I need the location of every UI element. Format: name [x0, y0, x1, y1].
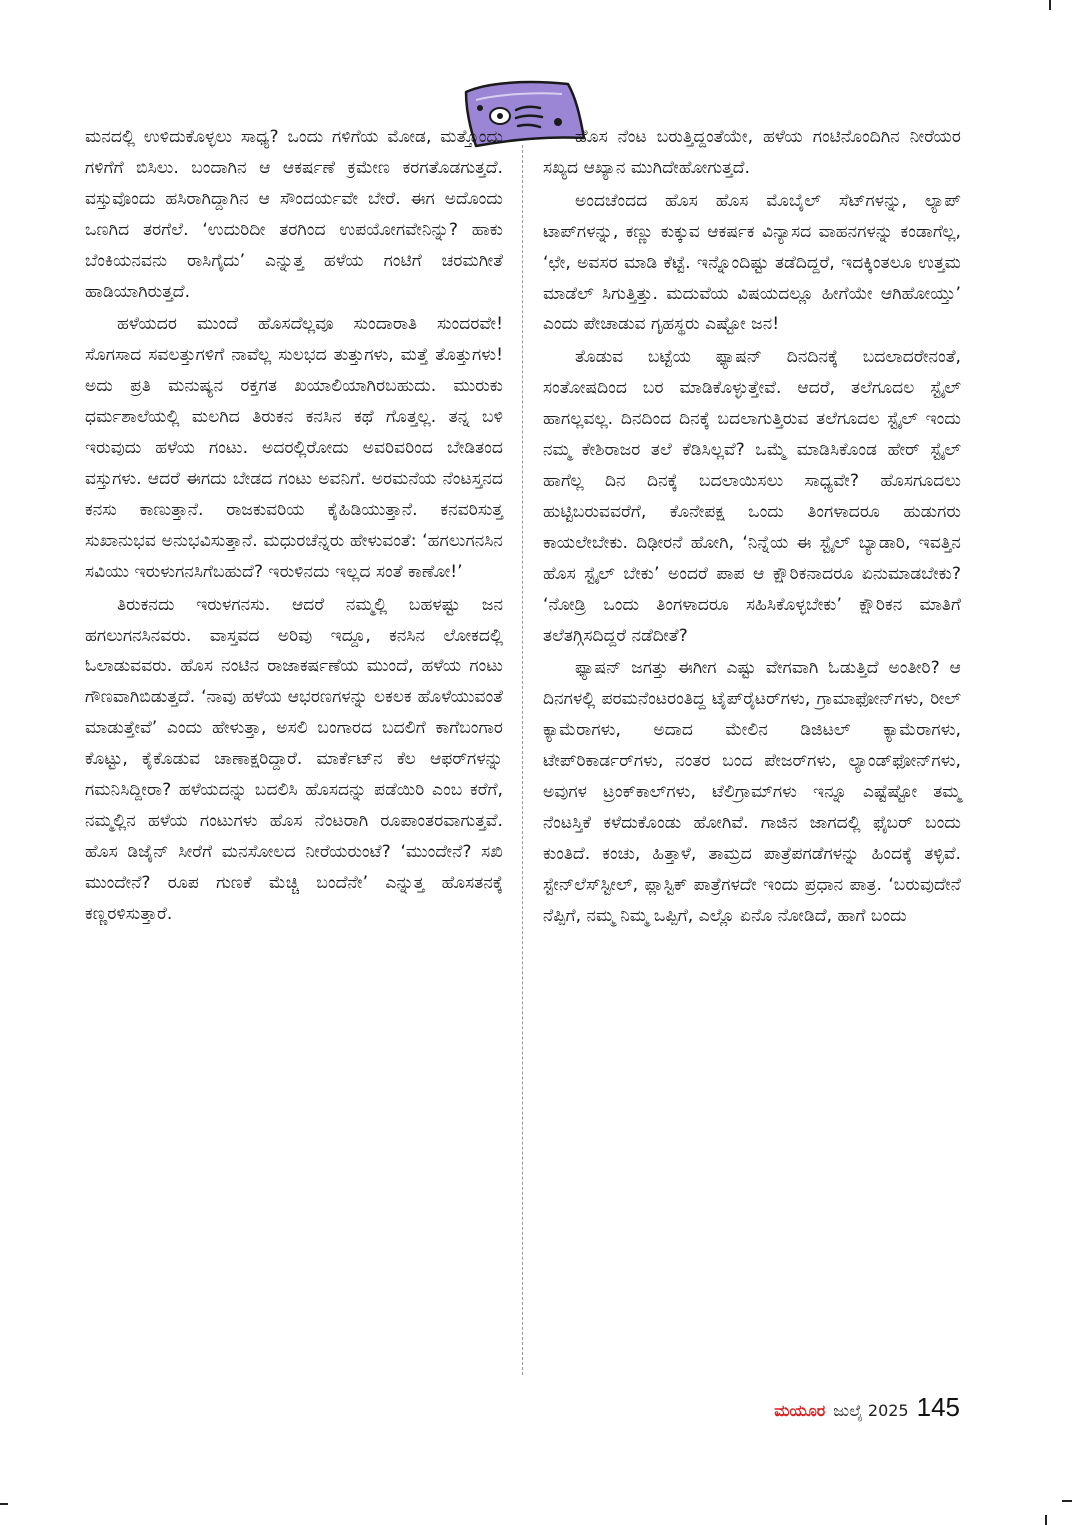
magazine-name: ಮಯೂರ — [774, 1401, 826, 1420]
column-divider — [522, 145, 524, 1375]
left-column — [85, 122, 503, 930]
right-column — [543, 122, 961, 932]
right-paragraph-1: ಹೊಸ ನೆಂಟ ಬರುತ್ತಿದ್ದಂತೆಯೇ, ಹಳೆಯ ಗಂಟಿನೊಂದಿಗಿನ ನೀರೆಯರ ಸಖ್ಯದ ಆಖ್ಯಾನ ಮುಗಿದೇಹೋಗುತ್ತದೆ. — [543, 127, 961, 178]
issue-date: ಜುಲೈ 2025 — [833, 1401, 909, 1420]
left-paragraph-1: ಮನದಲ್ಲಿ ಉಳಿದುಕೊಳ್ಳಲು ಸಾಧ್ಯ? ಒಂದು ಗಳಿಗೆಯ ಮೋಡ, ಮತ್ತೊಂದು ಗಳಿಗೆಗೆ ಬಿಸಿಲು. ಬಂದಾಗಿನ ಆ ಆಕರ್ಷಣೆ ಕ್ರಮೇಣ ಕರಗತೊಡಗುತ್ತದೆ. ವಸ್ತುವೊಂದು ಹಸಿರಾಗಿದ್ದಾಗಿನ ಆ ಸೌಂದರ್ಯವೇ ಬೇರೆ. ಈಗ ಅದೊಂದು ಒಣಗಿದ ತರಗೆಲೆ. ‘ಉದುರಿದೀ ತರಗಿಂದ ಉಪಯೋಗವೇನಿನ್ನು? ಹಾಕು ಬೆಂಕಿಯನವನು ರಾಸಿಗೈದು’ ಎನ್ನುತ್ತ ಹಳೆಯ ಗಂಟಿಗೆ ಚರಮಗೀತೆ ಹಾಡಿಯಾಗಿರುತ್ತದೆ. — [85, 127, 503, 302]
crop-mark-top — [1049, 0, 1051, 10]
right-paragraph-3: ತೊಡುವ ಬಟ್ಟೆಯ ಫ್ಯಾಷನ್ ದಿನದಿನಕ್ಕೆ ಬದಲಾದರೇನಂತೆ, ಸಂತೋಷದಿಂದ ಬರ ಮಾಡಿಕೊಳ್ಳುತ್ತೇವೆ. ಆದರೆ, ತಲೆಗೂದಲ ಸ್ಟೈಲ್ ಹಾಗಲ್ಲವಲ್ಲ. ದಿನದಿಂದ ದಿನಕ್ಕೆ ಬದಲಾಗುತ್ತಿರುವ ತಲೆಗೂದಲ ಸ್ಟೈಲ್ ಇಂದು ನಮ್ಮ ಕೇಶಿರಾಜರ ತಲೆ ಕೆಡಿಸಿಲ್ಲವೆ? ಒಮ್ಮೆ ಮಾಡಿಸಿಕೊಂಡ ಹೇರ್ ಸ್ಟೈಲ್ ಹಾಗೆಲ್ಲ ದಿನ ದಿನಕ್ಕೆ ಬದಲಾಯಿಸಲು ಸಾಧ್ಯವೇ? ಹೊಸಗೂದಲು ಹುಟ್ಟಿಬರುವವರೆಗೆ, ಕೊನೇಪಕ್ಷ ಒಂದು ತಿಂಗಳಾದರೂ ಹುಡುಗರು ಕಾಯಲೇಬೇಕು. ದಿಢೀರನೆ ಹೋಗಿ, ‘ನಿನ್ನೆಯ ಈ ಸ್ಟೈಲ್ ಬ್ಯಾಡಾರಿ, ಇವತ್ತಿನ ಹೊಸ ಸ್ಟೈಲ್ ಬೇಕು’ ಅಂದರೆ ಪಾಪ ಆ ಕ್ಷೌರಿಕನಾದರೂ ಏನುಮಾಡಬೇಕು? ‘ನೋಡ್ರಿ ಒಂದು ತಿಂಗಳಾದರೂ ಸಹಿಸಿಕೊಳ್ಳಬೇಕು’ ಕ್ಷೌರಿಕನ ಮಾತಿಗೆ ತಲೆತಗ್ಗಿಸದಿದ್ದರೆ ನಡೆದೀತೆ? — [543, 347, 961, 646]
crop-mark-bottom — [1045, 1515, 1047, 1525]
left-paragraph-3: ತಿರುಕನದು ಇರುಳಗನಸು. ಆದರೆ ನಮ್ಮಲ್ಲಿ ಬಹಳಷ್ಟು ಜನ ಹಗಲುಗನಸಿನವರು. ವಾಸ್ತವದ ಅರಿವು ಇದ್ದೂ, ಕನಸಿನ ಲೋಕದಲ್ಲಿ ಓಲಾಡುವವರು. ಹೊಸ ನಂಟಿನ ರಾಜಾಕರ್ಷಣೆಯ ಮುಂದೆ, ಹಳೆಯ ಗಂಟು ಗೌಣವಾಗಿಬಿಡುತ್ತದೆ. ‘ನಾವು ಹಳೆಯ ಆಭರಣಗಳನ್ನು ಲಕಲಕ ಹೊಳೆಯುವಂತೆ ಮಾಡುತ್ತೇವೆ’ ಎಂದು ಹೇಳುತ್ತಾ, ಅಸಲಿ ಬಂಗಾರದ ಬದಲಿಗೆ ಕಾಗೆಬಂಗಾರ ಕೊಟ್ಟು, ಕೈಕೊಡುವ ಚಾಣಾಕ್ಷರಿದ್ದಾರೆ. ಮಾರ್ಕೆಟ್‌ನ ಕೆಲ ಆಫರ್‌ಗಳನ್ನು ಗಮನಿಸಿದ್ದೀರಾ? ಹಳೆಯದನ್ನು ಬದಲಿಸಿ ಹೊಸದನ್ನು ಪಡೆಯಿರಿ ಎಂಬ ಕರೆಗೆ, ನಮ್ಮಲ್ಲಿನ ಹಳೆಯ ಗಂಟುಗಳು ಹೊಸ ನೆಂಟರಾಗಿ ರೂಪಾಂತರವಾಗುತ್ತವೆ. ಹೊಸ ಡಿಜೈನ್ ಸೀರೆಗೆ ಮನಸೋಲದ ನೀರೆಯರುಂಟೆ? ‘ಮುಂದೇನೆ? ಸಖಿ ಮುಂದೇನೆ? ರೂಪ ಗುಣಕೆ ಮೆಚ್ಚಿ ಬಂದೆನೇ’ ಎನ್ನುತ್ತ ಹೊಸತನಕ್ಕೆ ಕಣ್ಣರಳಿಸುತ್ತಾರೆ. — [85, 594, 503, 924]
right-paragraph-4: ಫ್ಯಾಷನ್ ಜಗತ್ತು ಈಗೀಗ ಎಷ್ಟು ವೇಗವಾಗಿ ಓಡುತ್ತಿದೆ ಅಂತೀರಿ? ಆ ದಿನಗಳಲ್ಲಿ ಪರಮನೆಂಟರಂತಿದ್ದ ಟೈಪ್‌ರೈಟರ್‌ಗಳು, ಗ್ರಾಮಾಫೋನ್‌ಗಳು, ರೀಲ್ ಕ್ಯಾಮೆರಾಗಳು, ಅದಾದ ಮೇಲಿನ ಡಿಜಿಟಲ್ ಕ್ಯಾಮೆರಾಗಳು, ಟೇಪ್‌ರಿಕಾರ್ಡರ್‌ಗಳು, ನಂತರ ಬಂದ ಪೇಜರ್‌ಗಳು, ಲ್ಯಾಂಡ್‌ಫೋನ್‌ಗಳು, ಅವುಗಳ ಟ್ರಂಕ್‌ಕಾಲ್‌ಗಳು, ಟೆಲಿಗ್ರಾಮ್‌ಗಳು ಇನ್ನೂ ಎಷ್ಟೆಷ್ಟೋ ತಮ್ಮ ನೆಂಟಸ್ತಿಕೆ ಕಳೆದುಕೊಂಡು ಹೋಗಿವೆ. ಗಾಜಿನ ಜಾಗದಲ್ಲಿ ಫೈಬರ್ ಬಂದು ಕುಂತಿದೆ. ಕಂಚು, ಹಿತ್ತಾಳೆ, ತಾಮ್ರದ ಪಾತ್ರೆಪಗಡೆಗಳನ್ನು ಹಿಂದಕ್ಕೆ ತಳ್ಳಿವೆ. ಸ್ಟೇನ್‌ಲೆಸ್‌ಸ್ಟೀಲ್, ಪ್ಲಾಸ್ಟಿಕ್ ಪಾತ್ರೆಗಳದೇ ಇಂದು ಪ್ರಧಾನ ಪಾತ್ರ. ‘ಬರುವುದೇನೆ ನೆಪ್ಪಿಗೆ, ನಮ್ಮ ನಿಮ್ಮ ಒಪ್ಪಿಗೆ, ಎಲ್ಲೊ ಏನೊ ನೋಡಿದೆ, ಹಾಗೆ ಬಂದು — [543, 658, 961, 926]
left-paragraph-2: ಹಳೆಯದರ ಮುಂದೆ ಹೊಸದೆಲ್ಲವೂ ಸುಂದಾರಾತಿ ಸುಂದರವೇ! ಸೊಗಸಾದ ಸವಲತ್ತುಗಳಿಗೆ ನಾವೆಲ್ಲ ಸುಲಭದ ತುತ್ತುಗಳು, ಮತ್ತೆ ತೊತ್ತುಗಳು! ಅದು ಪ್ರತಿ ಮನುಷ್ಯನ ರಕ್ತಗತ ಖಯಾಲಿಯಾಗಿರಬಹುದು. ಮುರುಕು ಧರ್ಮಶಾಲೆಯಲ್ಲಿ ಮಲಗಿದ ತಿರುಕನ ಕನಸಿನ ಕಥೆ ಗೊತ್ತಲ್ಲ. ತನ್ನ ಬಳಿ ಇರುವುದು ಹಳೆಯ ಗಂಟು. ಅದರಲ್ಲಿರೋದು ಅವರಿವರಿಂದ ಬೇಡಿತಂದ ವಸ್ತುಗಳು. ಆದರೆ ಈಗದು ಬೇಡದ ಗಂಟು ಅವನಿಗೆ. ಅರಮನೆಯ ನೆಂಟಸ್ತನದ ಕನಸು ಕಾಣುತ್ತಾನೆ. ರಾಜಕುವರಿಯ ಕೈಹಿಡಿಯುತ್ತಾನೆ. ಕನವರಿಸುತ್ತ ಸುಖಾನುಭವ ಅನುಭವಿಸುತ್ತಾನೆ. ಮಧುರಚೆನ್ನರು ಹೇಳುವಂತೆ: ‘ಹಗಲುಗನಸಿನ ಸವಿಯು ಇರುಳುಗನಸಿಗೆಬಹುದೆ? ಇರುಳಿನದು ಇಲ್ಲದ ಸಂತೆ ಕಾಣೋ!’ — [85, 314, 503, 582]
page-footer — [774, 1392, 960, 1423]
crop-mark-right — [1062, 1500, 1072, 1502]
crop-mark-left — [0, 1503, 8, 1505]
page-number: 145 — [916, 1392, 960, 1422]
right-paragraph-2: ಅಂದಚೆಂದದ ಹೊಸ ಹೊಸ ಮೊಬೈಲ್ ಸೆಟ್‌ಗಳನ್ನು, ಲ್ಯಾಪ್ ಟಾಪ್‌ಗಳನ್ನು, ಕಣ್ಣು ಕುಕ್ಕುವ ಆಕರ್ಷಕ ವಿನ್ಯಾಸದ ವಾಹನಗಳನ್ನು ಕಂಡಾಗೆಲ್ಲ, ‘ಛೇ, ಅವಸರ ಮಾಡಿ ಕೆಟ್ಟೆ. ಇನ್ನೊಂದಿಷ್ಟು ತಡೆದಿದ್ದರೆ, ಇದಕ್ಕಿಂತಲೂ ಉತ್ತಮ ಮಾಡೆಲ್ ಸಿಗುತ್ತಿತ್ತು. ಮದುವೆಯ ವಿಷಯದಲ್ಲೂ ಹೀಗೆಯೇ ಆಗಿಹೋಯ್ತು’ ಎಂದು ಪೇಚಾಡುವ ಗೃಹಸ್ಥರು ಎಷ್ಟೋ ಜನ! — [543, 190, 961, 335]
